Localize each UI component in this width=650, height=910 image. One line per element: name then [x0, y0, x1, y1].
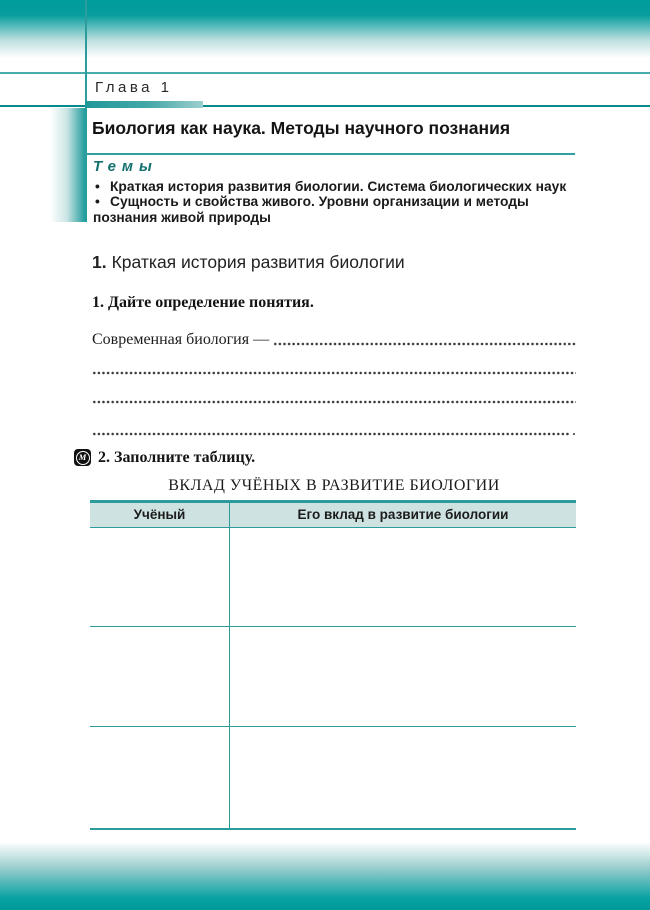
table-cell-scientist	[90, 627, 230, 726]
chapter-title: Биология как наука. Методы научного познания	[92, 118, 511, 138]
chapter-vertical-rule	[85, 0, 87, 103]
definition-term: Современная биология —	[92, 331, 274, 348]
table-row	[90, 528, 576, 627]
table-row	[90, 726, 576, 828]
table-title: ВКЛАД УЧЁНЫХ В РАЗВИТИЕ БИОЛОГИИ	[168, 477, 500, 494]
topic-line	[93, 194, 579, 209]
bullet-icon: •	[95, 194, 100, 210]
topics-list	[93, 179, 579, 225]
task-marker-icon	[74, 449, 91, 466]
task2-heading: 2. Заполните таблицу.	[98, 449, 256, 466]
section-heading	[92, 252, 405, 272]
table-cell-scientist	[90, 528, 230, 627]
table-row	[90, 626, 576, 726]
marker-ring	[76, 451, 90, 465]
table-cell-contribution	[230, 627, 576, 726]
table-cell-contribution	[230, 727, 576, 828]
scientists-table	[90, 500, 576, 830]
answer-dotted-line-last	[92, 423, 576, 438]
answer-dotted-line	[92, 432, 570, 436]
top-gradient-band	[0, 0, 650, 58]
task1-heading: 1. Дайте определение понятия.	[92, 294, 314, 311]
topic-line	[93, 179, 579, 194]
topics-heading: Темы	[93, 158, 158, 175]
topic-line-continuation	[93, 210, 579, 225]
table-cell-scientist	[90, 727, 230, 828]
table-header-row	[90, 503, 576, 528]
marker-letter: М	[78, 452, 87, 462]
definition-line	[92, 331, 576, 348]
top-thin-rule	[0, 72, 650, 74]
chapter-label: Глава 1	[95, 79, 173, 96]
title-underline-rule	[85, 153, 575, 155]
header-cell-scientist: Учёный	[90, 503, 230, 527]
section-number: 1.	[92, 252, 107, 272]
topic-text: Краткая история развития биологии. Система биологических наук	[110, 179, 567, 194]
topic-text: познания живой природы	[93, 209, 271, 225]
line-terminator: .	[572, 422, 576, 439]
table-cell-contribution	[230, 528, 576, 627]
header-cell-contribution: Его вклад в развитие биологии	[297, 507, 509, 522]
topic-text: Сущность и свойства живого. Уровни организации и методы	[110, 194, 529, 210]
left-gradient-bar	[50, 108, 87, 222]
answer-dotted-line	[273, 342, 576, 346]
chapter-accent-bar	[85, 101, 203, 109]
answer-dotted-line	[92, 400, 576, 404]
section-title: Краткая история развития биологии	[111, 252, 405, 272]
answer-dotted-line	[92, 371, 576, 375]
bullet-icon: •	[95, 179, 100, 194]
bottom-gradient-band	[0, 842, 650, 910]
